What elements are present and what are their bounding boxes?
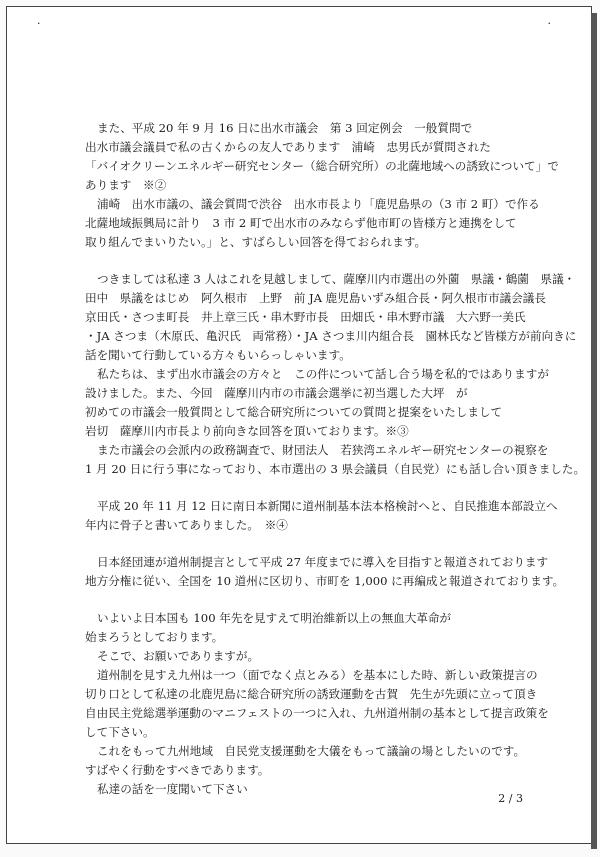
- text-line: 道州制を見すえ九州は一つ（面でなく点とみる）を基本にした時、新しい政策提言の: [97, 668, 538, 682]
- document-page: [6, 6, 592, 844]
- text-line: 浦崎 出水市議の、議会質問で渋谷 出水市長より「鹿児島県の（3 市 2 町）で作る: [97, 197, 540, 211]
- text-line: 取り組んでまいりたい。」と、すばらしい回答を得ておられます。: [85, 235, 427, 249]
- text-line: 「バイオクリーンエネルギー研究センター（総合研究所）の北薩地域への誘致について」で: [85, 159, 559, 173]
- text-line: いよいよ日本国も 100 年先を見すえて明治維新以上の無血大革命が: [97, 611, 452, 625]
- text-line: 始まろうとしております。: [85, 630, 224, 644]
- text-line: これをもって九州地域 自民党支援運動を大儀をもって議論の場としたいのです。: [97, 744, 526, 758]
- text-line: 1 月 20 日に行う事になっており、本市選出の 3 県会議員（自民党）にも話し合い頂きました。: [85, 462, 586, 476]
- text-line: 初めての市議会一般質問として総合研究所についての質問と提案をいたしまして: [85, 405, 503, 419]
- text-line: 年内に骨子と書いてありました。 ※④: [85, 518, 288, 532]
- text-line: 地方分権に従い、全国を 10 道州に区切り、市町を 1,000 に再編成と報道されております。: [85, 574, 565, 588]
- document-body: [85, 119, 586, 799]
- text-line: 北薩地域振興局に計り 3 市 2 町で出水市のみならず他市町の皆様方と連携をして: [85, 216, 517, 230]
- text-line: 出水市議会議員で私の古くからの友人であります 浦崎 忠男氏が質問された: [85, 140, 491, 154]
- text-line: ・JA さつま（木原氏、亀沢氏 両常務）・JA さつま川内組合長 園林氏など皆様方が前向きに: [85, 329, 577, 343]
- text-line: 切り口として私達の北鹿児島に総合研究所の誘致運動を古賀 先生が先頭に立って頂き: [85, 687, 538, 701]
- text-line: 平成 20 年 11 月 12 日に南日本新聞に道州制基本法本格検討へと、自民推進本部設立へ: [97, 499, 558, 513]
- text-line: 設けました。また、今回 薩摩川内市の市議会選挙に初当選した大坪 が: [85, 386, 468, 400]
- text-line: 私達の話を一度聞いて下さい: [97, 782, 248, 796]
- text-line: 岩切 薩摩川内市長より前向きな回答を頂いております。※③: [85, 424, 409, 438]
- text-line: つきましては私達 3 人はこれを見越しまして、薩摩川内市選出の外薗 県議・鶴薗 県議・: [97, 272, 576, 286]
- text-line: すばやく行動をすべきであります。: [85, 763, 270, 777]
- punch-mark-right: ·: [547, 17, 551, 30]
- text-line: 京田氏・さつま町長 井上章三氏・串木野市長 田畑氏・串木野市議 大六野一美氏: [85, 310, 526, 324]
- text-line: 自由民主党総選挙運動のマニフェストの一つに入れ、九州道州制の基本として提言政策を: [85, 706, 549, 720]
- page-number: 2 / 3: [498, 792, 523, 805]
- text-line: して下さい。: [85, 725, 155, 739]
- text-line: あります ※②: [85, 178, 167, 192]
- text-line: 田中 県議をはじめ 阿久根市 上野 前 JA 鹿児島いずみ組合長・阿久根市市議会議長: [85, 291, 546, 305]
- text-line: 私たちは、まず出水市議会の方々と この件について話し合う場を私的ではありますが: [97, 367, 549, 381]
- text-line: また、平成 20 年 9 月 16 日に出水市議会 第 3 回定例会 一般質問で: [97, 121, 473, 135]
- text-line: 日本経団連が道州制提言として平成 27 年度までに導入を目指すと報道されております: [97, 555, 549, 569]
- punch-mark-left: ·: [37, 17, 41, 30]
- text-line: そこで、お願いでありますが。: [97, 649, 260, 663]
- text-line: 話を聞いて行動している方々もいらっしゃいます。: [85, 348, 351, 362]
- text-line: また市議会の会派内の政務調査で、財団法人 若狭湾エネルギー研究センターの視察を: [97, 443, 549, 457]
